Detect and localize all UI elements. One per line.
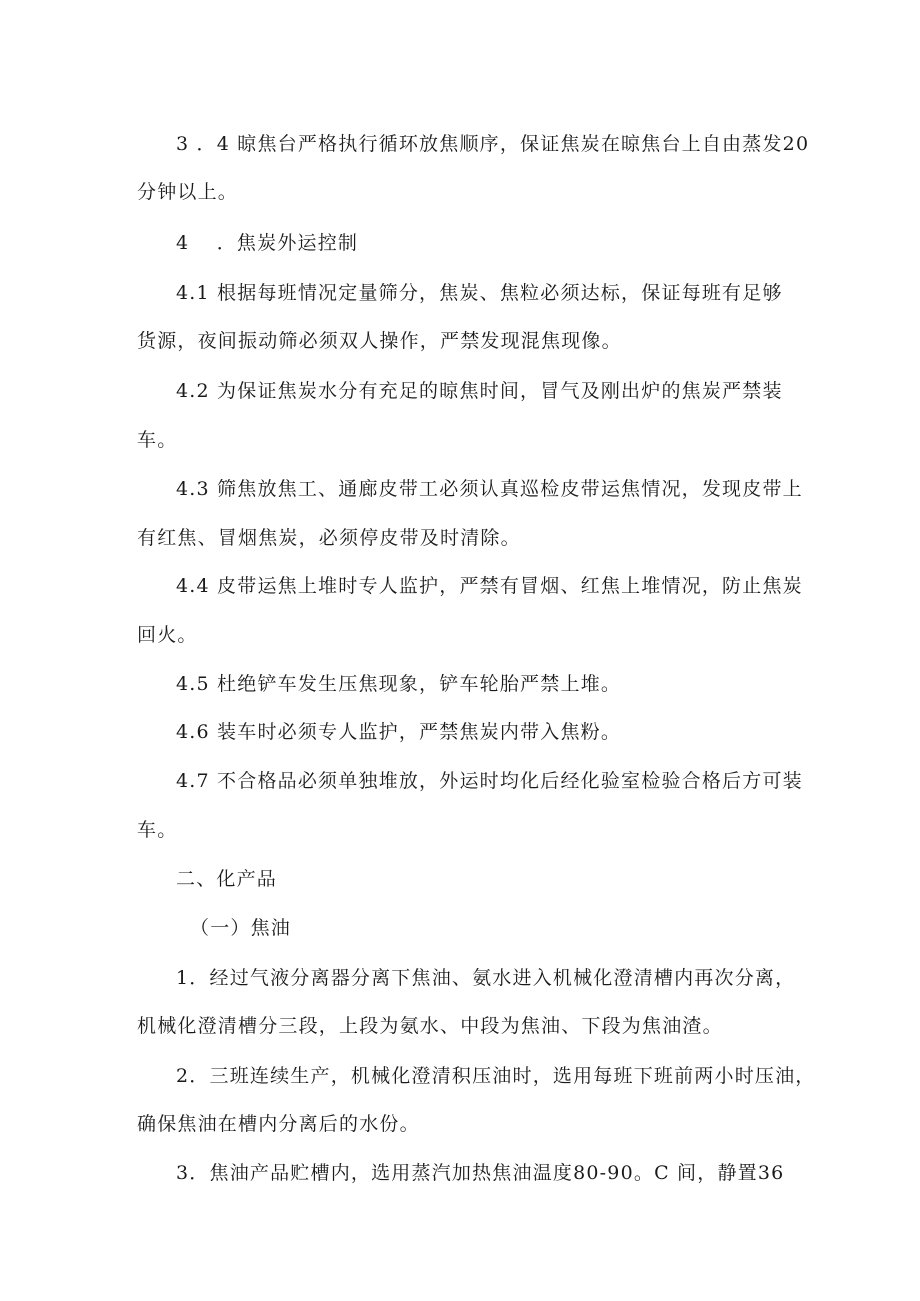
paragraph-4-3-line-2: 有红焦、冒烟焦炭，必须停皮带及时清除。 [137,527,521,549]
paragraph-4-3-line-1: 4.3 筛焦放焦工、通廊皮带工必须认真巡检皮带运焦情况，发现皮带上 [176,478,803,500]
paragraph-tar-1-line-1: 1．经过气液分离器分离下焦油、氨水进入机械化澄清槽内再次分离， [176,967,796,989]
paragraph-4-1-line-1: 4.1 根据每班情况定量筛分，焦炭、焦粒必须达标，保证每班有足够 [176,282,783,304]
paragraph-4-2-line-1: 4.2 为保证焦炭水分有充足的晾焦时间，冒气及刚出炉的焦炭严禁装 [176,380,783,402]
paragraph-4-4-line-2: 回火。 [137,624,198,646]
paragraph-tar-2-line-2: 确保焦油在槽内分离后的水份。 [137,1113,420,1135]
section-heading-4: 4 ．焦炭外运控制 [176,232,359,254]
paragraph-4-7-line-1: 4.7 不合格品必须单独堆放，外运时均化后经化验室检验合格后方可装 [176,770,803,792]
paragraph-tar-1-line-2: 机械化澄清槽分三段，上段为氨水、中段为焦油、下段为焦油渣。 [137,1015,723,1037]
paragraph-4-7-line-2: 车。 [137,819,178,841]
paragraph-4-4-line-1: 4.4 皮带运焦上堆时专人监护，严禁有冒烟、红焦上堆情况，防止焦炭 [176,575,803,597]
subsection-heading-tar: （一）焦油 [190,917,292,939]
paragraph-tar-2-line-1: 2．三班连续生产，机械化澄清积压油时，选用每班下班前两小时压油， [176,1065,816,1087]
paragraph-4-5: 4.5 杜绝铲车发生压焦现象，铲车轮胎严禁上堆。 [176,673,622,695]
paragraph-4-6: 4.6 装车时必须专人监护，严禁焦炭内带入焦粉。 [176,721,622,743]
paragraph-3-4-line-1: 3 ．4 晾焦台严格执行循环放焦顺序，保证焦炭在晾焦台上自由蒸发20 [176,133,810,155]
paragraph-tar-3-line-1: 3．焦油产品贮槽内，选用蒸汽加热焦油温度80-90。C 间，静置36 [176,1162,785,1184]
section-heading-chemical-products: 二、化产品 [176,868,278,890]
paragraph-4-1-line-2: 货源，夜间振动筛必须双人操作，严禁发现混焦现像。 [137,330,622,352]
paragraph-4-2-line-2: 车。 [137,429,178,451]
paragraph-3-4-line-2: 分钟以上。 [137,181,239,203]
